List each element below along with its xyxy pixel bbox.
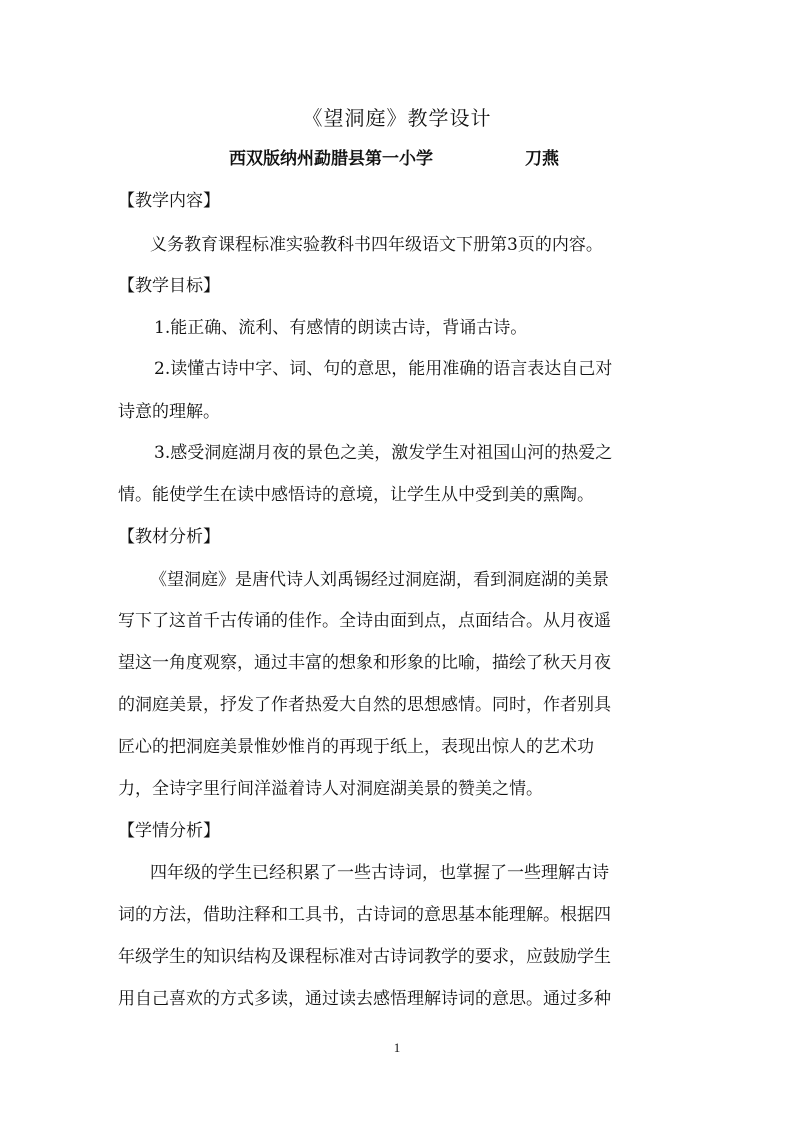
author-name: 刀燕 (525, 149, 559, 169)
students-line: 用自己喜欢的方式多读，通过读去感悟理解诗词的意思。通过多种 (118, 989, 611, 1009)
material-line: 《望洞庭》是唐代诗人刘禹锡经过洞庭湖，看到洞庭湖的美景 (150, 570, 609, 590)
goal-line: 1.能正确、流利、有感情的朗读古诗，背诵古诗。 (154, 318, 528, 338)
students-line: 词的方法，借助注释和工具书，古诗词的意思基本能理解。根据四 (118, 905, 611, 925)
goal-line: 3.感受洞庭湖月夜的景色之美，激发学生对祖国山河的热爱之 (154, 443, 613, 463)
section-heading-goals: 【教学目标】 (118, 276, 220, 296)
material-line: 力，全诗字里行间洋溢着诗人对洞庭湖美景的赞美之情。 (118, 779, 543, 799)
section-heading-content: 【教学内容】 (118, 191, 220, 211)
document-subtitle (229, 146, 559, 172)
section-heading-material: 【教材分析】 (118, 527, 220, 547)
students-line: 四年级的学生已经积累了一些古诗词，也掌握了一些理解古诗 (150, 863, 609, 883)
material-line: 望这一角度观察，通过丰富的想象和形象的比喻，描绘了秋天月夜 (118, 653, 611, 673)
material-line: 匠心的把洞庭美景惟妙惟肖的再现于纸上，表现出惊人的艺术功 (118, 737, 594, 757)
students-line: 年级学生的知识结构及课程标准对古诗词教学的要求，应鼓励学生 (118, 947, 611, 967)
goal-line: 2.读懂古诗中字、词、句的意思，能用准确的语言表达自己对 (154, 359, 613, 379)
page-number: 1 (393, 1040, 401, 1055)
material-line: 的洞庭美景，抒发了作者热爱大自然的思想感情。同时，作者别具 (118, 695, 611, 715)
content-line: 义务教育课程标准实验教科书四年级语文下册第3页的内容。 (150, 235, 603, 255)
school-name: 西双版纳州勐腊县第一小学 (229, 149, 433, 169)
goal-line: 情。能使学生在读中感悟诗的意境，让学生从中受到美的熏陶。 (118, 485, 594, 505)
document-title: 《望洞庭》教学设计 (302, 106, 492, 130)
material-line: 写下了这首千古传诵的佳作。全诗由面到点，点面结合。从月夜遥 (118, 611, 611, 631)
goal-line: 诗意的理解。 (118, 402, 220, 422)
section-heading-students: 【学情分析】 (118, 821, 220, 841)
